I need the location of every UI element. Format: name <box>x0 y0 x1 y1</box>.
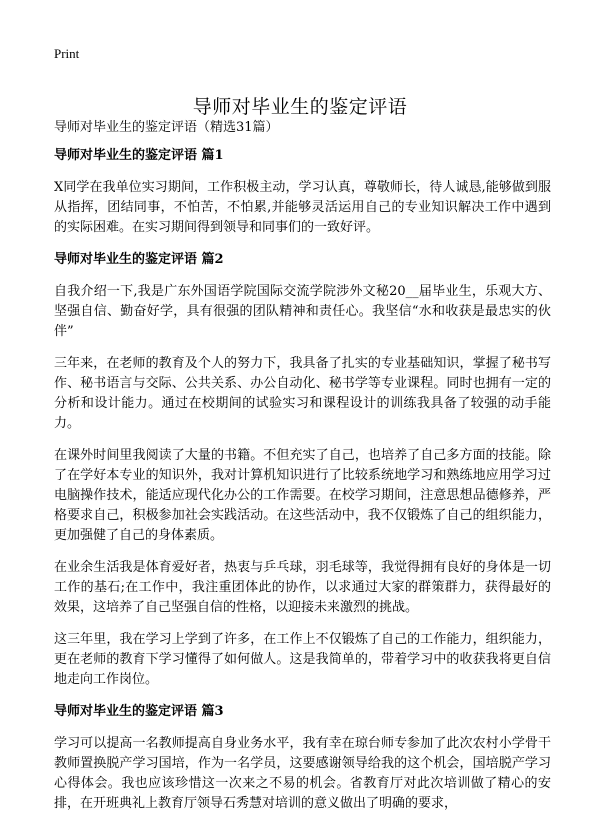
paragraph: 在业余生活我是体育爱好者，热衷与乒乓球，羽毛球等，我觉得拥有良好的身体是一切工作的基石;在工作中，我注重团体此的协作，以求通过大家的群策群力，获得最好的效果，这培养了自己坚强自信的性格，以迎接未来激烈的挑战。 <box>54 560 551 615</box>
document-body <box>54 118 551 826</box>
paragraph: 学习可以提高一名教师提高自身业务水平，我有幸在琼台师专参加了此次农村小学骨干教师置换脱产学习国培，作为一名学员，这要感谢领导给我的这个机会，国培脱产学习心得体会。我也应该珍惜这一次来之不易的机会。省教育厅对此次培训做了精心的安排，在开班典礼上教育厅领导石秀慧对培训的意义做出了明确的要求， <box>54 736 551 811</box>
paragraph: 在课外时间里我阅读了大量的书籍。不但充实了自己，也培养了自己多方面的技能。除了在学好本专业的知识外，我对计算机知识进行了比较系统地学习和熟练地应用学习过电脑操作技术，能适应现代化办公的工作需要。在校学习期间，注意思想品德修养，严格要求自己，积极参加社会实践活动。在这些活动中，我不仅锻炼了自己的组织能力，更加强健了自己的身体素质。 <box>54 448 551 543</box>
page-title: 导师对毕业生的鉴定评语 <box>192 95 408 118</box>
paragraph: 自我介绍一下,我是广东外国语学院国际交流学院涉外文秘20__届毕业生，乐观大方、坚强自信、勤奋好学，具有很强的团队精神和责任心。我坚信“水和收获是最忠实的伙伴” <box>54 284 551 339</box>
section-heading-3: 导师对毕业生的鉴定评语 篇3 <box>54 704 224 719</box>
section-heading-2: 导师对毕业生的鉴定评语 篇2 <box>54 252 224 267</box>
paragraph: X同学在我单位实习期间，工作积极主动，学习认真，尊敬师长，待人诚恳,能够做到服从指挥，团结同事，不怕苦，不怕累,并能够灵活运用自己的专业知识解决工作中遇到的实际困难。在实习期间得到领导和同事们的一致好评。 <box>54 180 551 235</box>
print-link[interactable]: Print <box>54 46 80 61</box>
paragraph: 三年来，在老师的教育及个人的努力下，我具备了扎实的专业基础知识，掌握了秘书写作、秘书语言与交际、公共关系、办公自动化、秘书学等专业课程。同时也拥有一定的分析和设计能力。通过在校期间的试验实习和课程设计的训练我具备了较强的动手能力。 <box>54 356 551 431</box>
paragraph: 这三年里，我在学习上学到了许多，在工作上不仅锻炼了自己的工作能力，组织能力，更在老师的教育下学习懂得了如何做人。这是我简单的，带着学习中的收获我将更自信地走向工作岗位。 <box>54 632 551 687</box>
document-subtitle: 导师对毕业生的鉴定评语（精选31篇） <box>54 120 279 135</box>
section-heading-1: 导师对毕业生的鉴定评语 篇1 <box>54 148 224 163</box>
